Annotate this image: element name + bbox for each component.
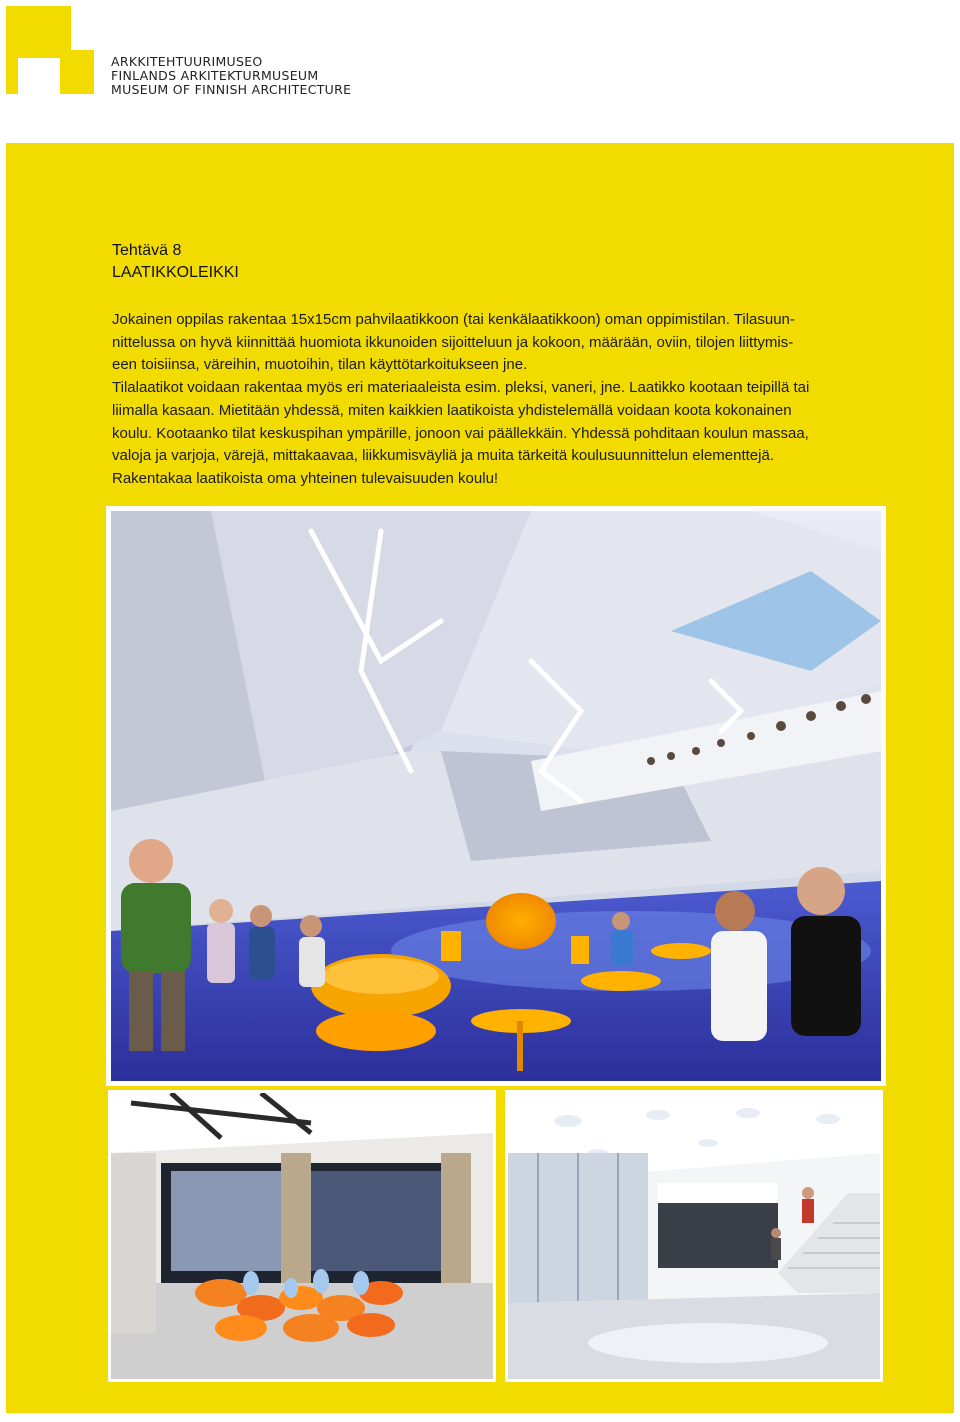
- school-atrium-rendering: [111, 511, 881, 1081]
- museum-name-en: MUSEUM OF FINNISH ARCHITECTURE: [111, 82, 352, 97]
- description-line: liimalla kasaan. Mietitään yhdessä, miten kaikkien laatikoista yhdistelemällä voidaan koota kokonainen: [112, 401, 792, 419]
- description-line: Rakentakaa laatikoista oma yhteinen tulevaisuuden koulu!: [112, 469, 499, 487]
- museum-logo: [6, 6, 94, 94]
- museum-name: [111, 55, 351, 97]
- description-line: Tilalaatikot voidaan rakentaa myös eri materiaaleista esim. pleksi, vaneri, jne. Laatikko kootaan teipillä tai: [112, 379, 810, 397]
- museum-name-sv: FINLANDS ARKITEKTURMUSEUM: [111, 68, 319, 83]
- description-line: valoja ja varjoja, värejä, mittakaavaa, liikkumisväyliä ja muita tärkeitä koulusuunnittelun elementtejä.: [112, 447, 774, 465]
- school-lobby-photo: [508, 1093, 880, 1379]
- museum-name-fi: ARKKITEHTUURIMUSEO: [111, 54, 263, 69]
- description-line: koulu. Kootaanko tilat keskuspihan ympärille, jonoon vai päällekkäin. Yhdessä pohditaan koulun massaa,: [112, 424, 809, 442]
- task-heading: [112, 240, 239, 284]
- task-description: [112, 309, 882, 491]
- description-line: een toisiinsa, väreihin, muotoihin, tilan käyttötarkoitukseen jne.: [112, 356, 528, 374]
- classroom-beanbags-photo: [111, 1093, 493, 1379]
- task-number: Tehtävä 8: [112, 242, 182, 259]
- description-line: Jokainen oppilas rakentaa 15x15cm pahvilaatikkoon (tai kenkälaatikkoon) oman oppimistilan. Tilasuun-: [112, 311, 795, 328]
- description-line: nittelussa on hyvä kiinnittää huomiota ikkunoiden sijoitteluun ja kokoon, määrään, oviin, tilojen liittymis-: [112, 333, 794, 351]
- task-title: LAATIKKOLEIKKI: [112, 264, 239, 281]
